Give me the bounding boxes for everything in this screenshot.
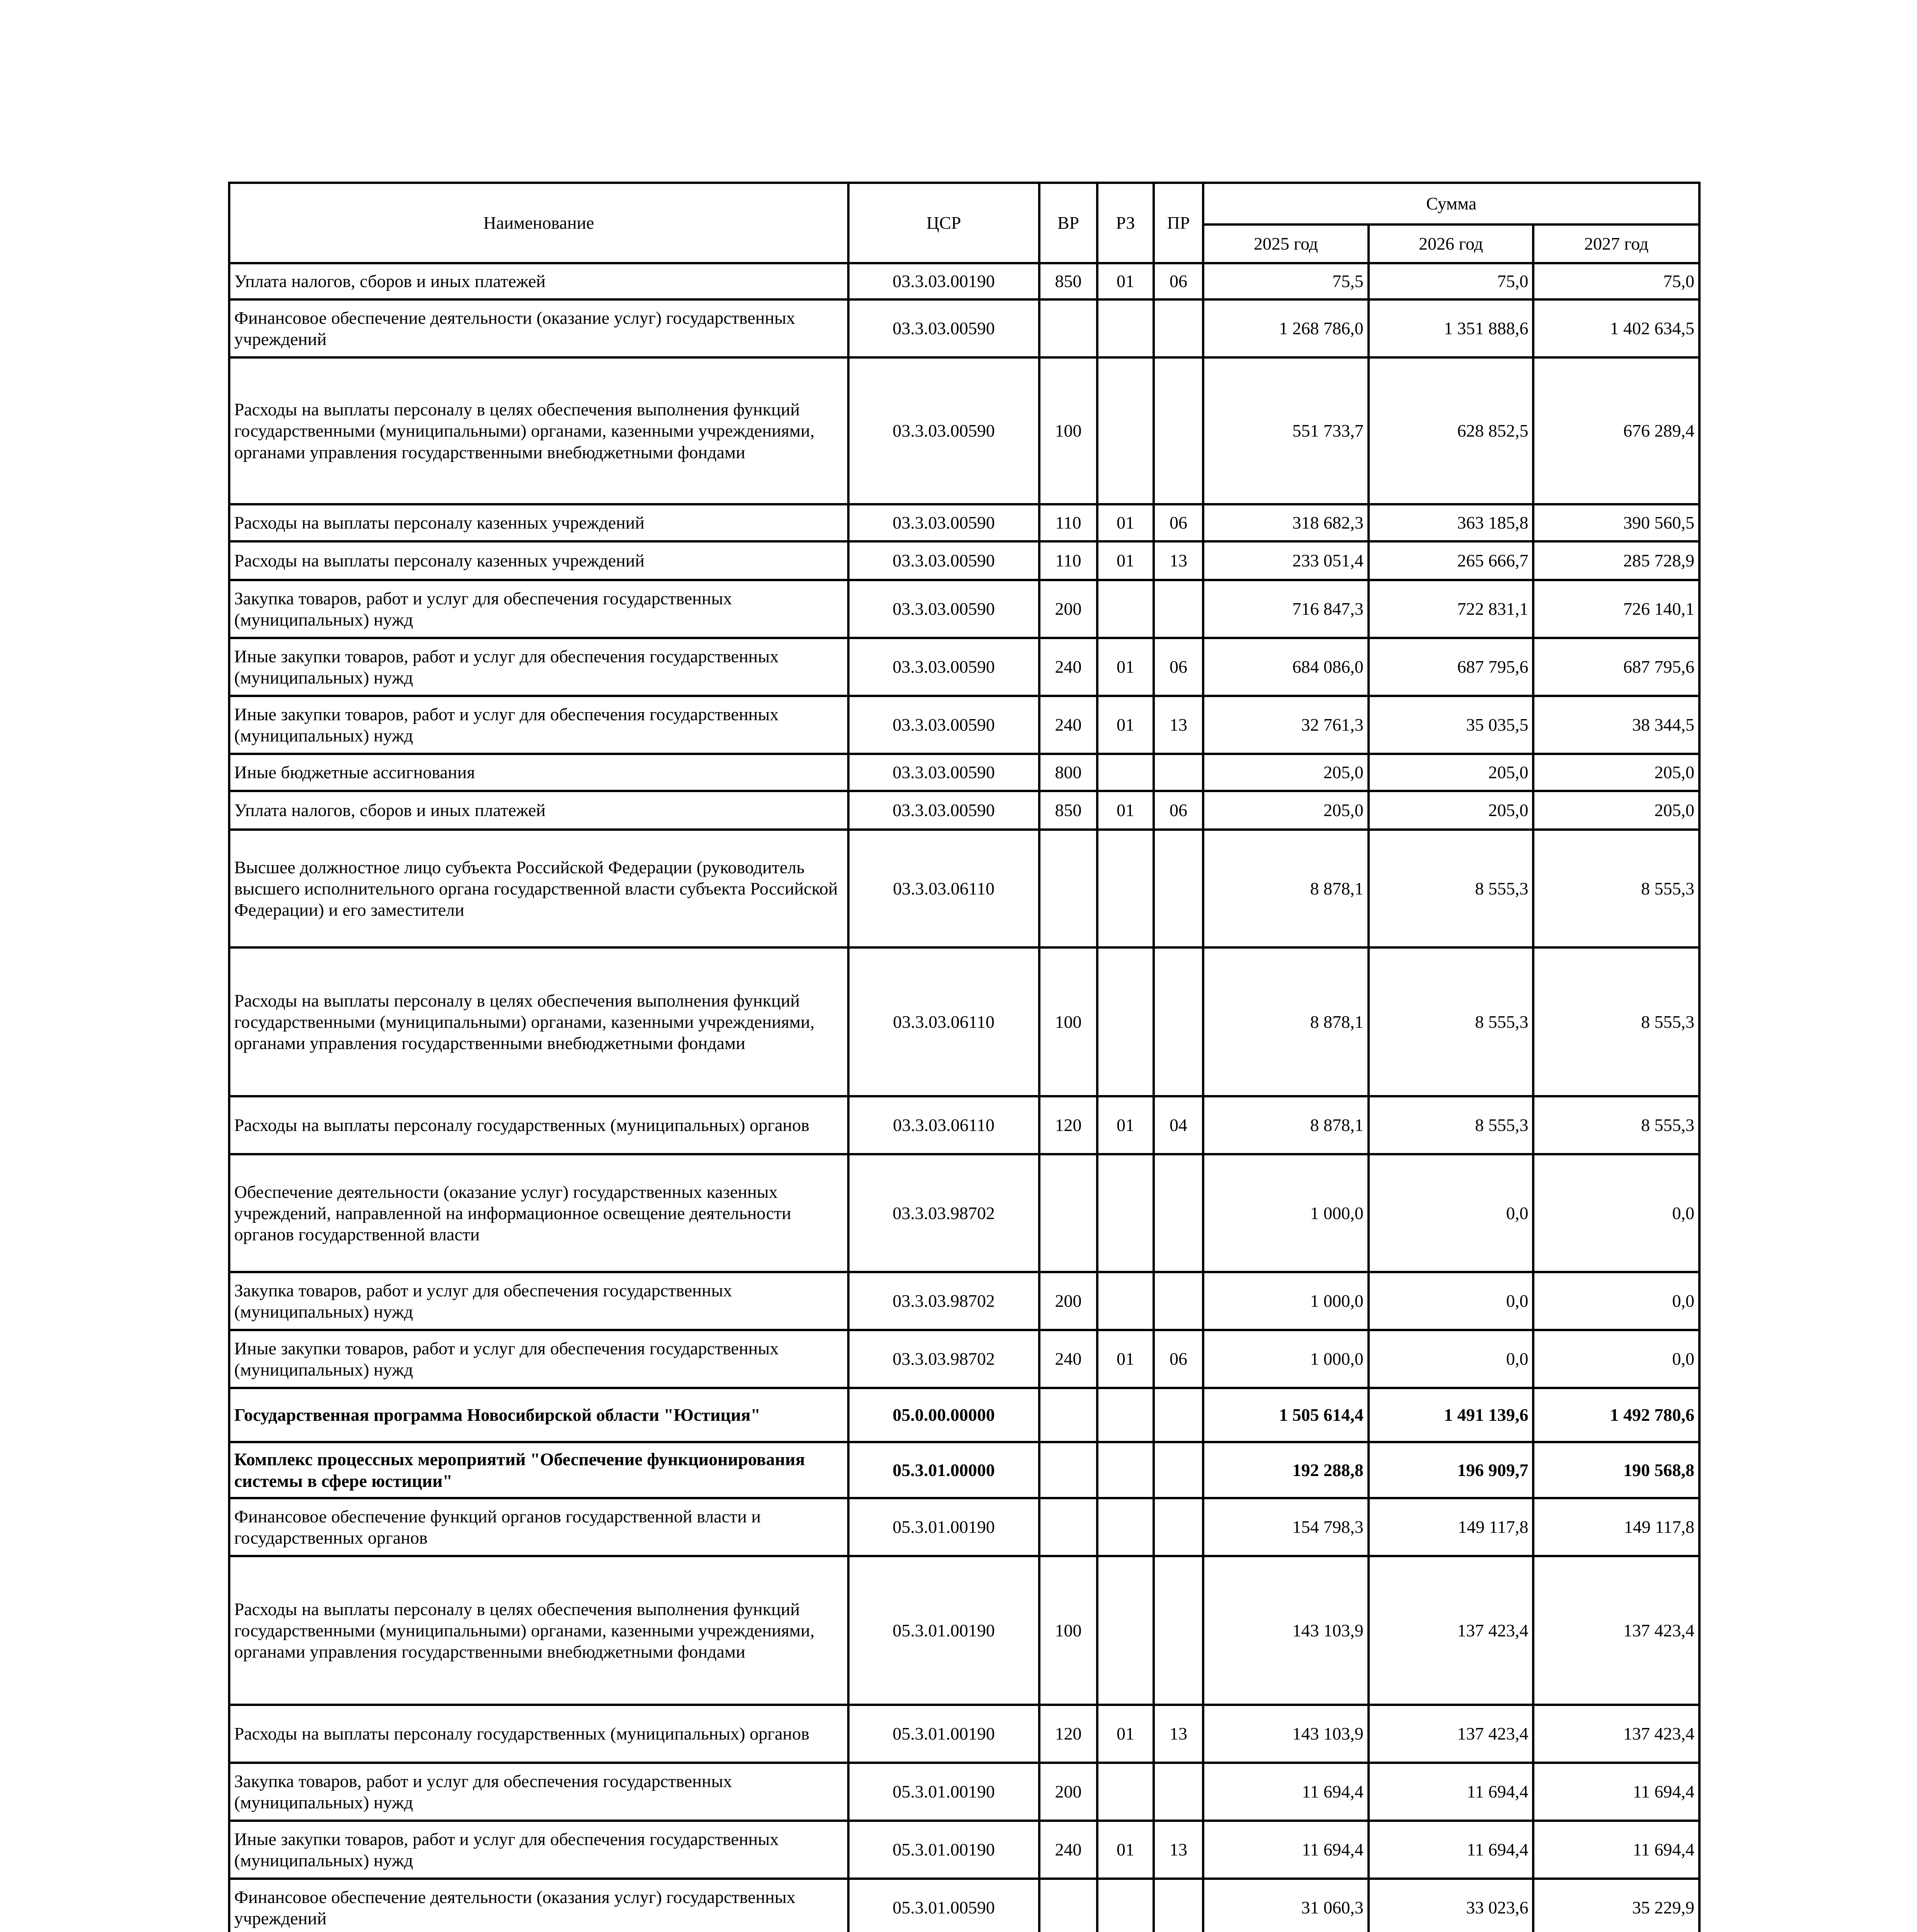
cell-vr: 240 <box>1039 1330 1098 1388</box>
cell-sum-2026: 1 351 888,6 <box>1369 299 1534 357</box>
cell-pr: 06 <box>1154 504 1203 541</box>
cell-sum-2027: 0,0 <box>1533 1330 1699 1388</box>
cell-sum-2025: 716 847,3 <box>1203 580 1369 638</box>
cell-csr: 05.3.01.00190 <box>848 1498 1039 1556</box>
cell-csr: 03.3.03.98702 <box>848 1154 1039 1272</box>
cell-sum-2025: 1 000,0 <box>1203 1272 1369 1330</box>
cell-rz: 01 <box>1097 263 1154 299</box>
cell-sum-2025: 11 694,4 <box>1203 1821 1369 1879</box>
cell-rz <box>1097 1388 1154 1442</box>
cell-csr: 03.3.03.06110 <box>848 947 1039 1096</box>
cell-vr: 110 <box>1039 541 1098 580</box>
header-pr: ПР <box>1154 183 1203 263</box>
cell-name: Расходы на выплаты персоналу казенных учреждений <box>229 541 848 580</box>
cell-rz: 01 <box>1097 1096 1154 1154</box>
cell-sum-2027: 11 694,4 <box>1533 1821 1699 1879</box>
cell-csr: 03.3.03.00190 <box>848 263 1039 299</box>
cell-vr <box>1039 1154 1098 1272</box>
cell-vr: 240 <box>1039 696 1098 754</box>
cell-rz <box>1097 580 1154 638</box>
cell-pr <box>1154 1442 1203 1498</box>
cell-sum-2025: 8 878,1 <box>1203 830 1369 947</box>
cell-name: Высшее должностное лицо субъекта Российской Федерации (руководитель высшего исполнительного органа государственной власти субъекта Российской Федерации) и его заместители <box>229 830 848 947</box>
cell-pr <box>1154 947 1203 1096</box>
cell-rz: 01 <box>1097 1705 1154 1763</box>
cell-sum-2027: 687 795,6 <box>1533 638 1699 696</box>
cell-pr <box>1154 1556 1203 1705</box>
cell-sum-2026: 1 491 139,6 <box>1369 1388 1534 1442</box>
cell-sum-2025: 11 694,4 <box>1203 1763 1369 1821</box>
cell-csr: 05.3.01.00590 <box>848 1879 1039 1932</box>
cell-rz <box>1097 1556 1154 1705</box>
cell-rz <box>1097 1272 1154 1330</box>
cell-sum-2027: 8 555,3 <box>1533 830 1699 947</box>
cell-csr: 03.3.03.00590 <box>848 696 1039 754</box>
cell-pr <box>1154 1498 1203 1556</box>
table-row <box>229 299 1699 357</box>
cell-sum-2025: 551 733,7 <box>1203 357 1369 504</box>
cell-sum-2025: 143 103,9 <box>1203 1556 1369 1705</box>
cell-name: Финансовое обеспечение функций органов государственной власти и государственных органов <box>229 1498 848 1556</box>
cell-vr: 200 <box>1039 580 1098 638</box>
cell-vr <box>1039 1442 1098 1498</box>
cell-vr: 850 <box>1039 791 1098 830</box>
cell-sum-2027: 137 423,4 <box>1533 1556 1699 1705</box>
cell-name: Иные закупки товаров, работ и услуг для обеспечения государственных (муниципальных) нужд <box>229 1821 848 1879</box>
cell-vr: 110 <box>1039 504 1098 541</box>
header-year-2026: 2026 год <box>1369 224 1534 263</box>
cell-pr: 06 <box>1154 1330 1203 1388</box>
cell-rz <box>1097 1763 1154 1821</box>
table-row <box>229 541 1699 580</box>
cell-sum-2025: 1 000,0 <box>1203 1330 1369 1388</box>
table-row <box>229 1330 1699 1388</box>
cell-csr: 03.3.03.98702 <box>848 1330 1039 1388</box>
cell-name: Комплекс процессных мероприятий "Обеспечение функционирования системы в сфере юстиции" <box>229 1442 848 1498</box>
table-row <box>229 1096 1699 1154</box>
cell-rz <box>1097 1442 1154 1498</box>
table-row <box>229 947 1699 1096</box>
table-row <box>229 1442 1699 1498</box>
header-sum: Сумма <box>1203 183 1699 224</box>
cell-csr: 05.0.00.00000 <box>848 1388 1039 1442</box>
cell-rz: 01 <box>1097 791 1154 830</box>
cell-name: Закупка товаров, работ и услуг для обеспечения государственных (муниципальных) нужд <box>229 1763 848 1821</box>
cell-csr: 03.3.03.00590 <box>848 299 1039 357</box>
cell-sum-2027: 285 728,9 <box>1533 541 1699 580</box>
cell-name: Финансовое обеспечение деятельности (оказания услуг) государственных учреждений <box>229 1879 848 1932</box>
cell-name: Иные закупки товаров, работ и услуг для обеспечения государственных (муниципальных) нужд <box>229 1330 848 1388</box>
cell-rz: 01 <box>1097 1330 1154 1388</box>
cell-name: Государственная программа Новосибирской области "Юстиция" <box>229 1388 848 1442</box>
cell-vr <box>1039 299 1098 357</box>
table-row <box>229 791 1699 830</box>
cell-sum-2027: 0,0 <box>1533 1154 1699 1272</box>
table-row <box>229 638 1699 696</box>
cell-vr: 100 <box>1039 357 1098 504</box>
cell-csr: 03.3.03.00590 <box>848 791 1039 830</box>
cell-vr <box>1039 1879 1098 1932</box>
cell-name: Расходы на выплаты персоналу казенных учреждений <box>229 504 848 541</box>
header-csr: ЦСР <box>848 183 1039 263</box>
cell-rz: 01 <box>1097 1821 1154 1879</box>
cell-pr <box>1154 1763 1203 1821</box>
header-vr: ВР <box>1039 183 1098 263</box>
table-row <box>229 1272 1699 1330</box>
cell-sum-2027: 75,0 <box>1533 263 1699 299</box>
cell-sum-2026: 35 035,5 <box>1369 696 1534 754</box>
cell-sum-2027: 137 423,4 <box>1533 1705 1699 1763</box>
cell-csr: 05.3.01.00190 <box>848 1705 1039 1763</box>
cell-name: Финансовое обеспечение деятельности (оказание услуг) государственных учреждений <box>229 299 848 357</box>
cell-sum-2026: 722 831,1 <box>1369 580 1534 638</box>
header-rz: РЗ <box>1097 183 1154 263</box>
cell-rz: 01 <box>1097 541 1154 580</box>
cell-csr: 03.3.03.00590 <box>848 638 1039 696</box>
cell-csr: 03.3.03.00590 <box>848 541 1039 580</box>
cell-sum-2026: 0,0 <box>1369 1330 1534 1388</box>
cell-sum-2027: 190 568,8 <box>1533 1442 1699 1498</box>
cell-sum-2025: 31 060,3 <box>1203 1879 1369 1932</box>
cell-vr <box>1039 830 1098 947</box>
cell-pr <box>1154 1272 1203 1330</box>
cell-rz <box>1097 357 1154 504</box>
cell-name: Иные бюджетные ассигнования <box>229 754 848 791</box>
cell-pr: 06 <box>1154 791 1203 830</box>
cell-pr: 13 <box>1154 541 1203 580</box>
table-row <box>229 1821 1699 1879</box>
cell-vr: 240 <box>1039 1821 1098 1879</box>
cell-vr: 850 <box>1039 263 1098 299</box>
cell-pr: 13 <box>1154 696 1203 754</box>
cell-vr <box>1039 1388 1098 1442</box>
cell-sum-2026: 628 852,5 <box>1369 357 1534 504</box>
cell-sum-2025: 32 761,3 <box>1203 696 1369 754</box>
cell-pr <box>1154 357 1203 504</box>
table-row <box>229 580 1699 638</box>
header-name: Наименование <box>229 183 848 263</box>
cell-sum-2027: 0,0 <box>1533 1272 1699 1330</box>
cell-rz <box>1097 1498 1154 1556</box>
cell-pr <box>1154 754 1203 791</box>
cell-sum-2026: 687 795,6 <box>1369 638 1534 696</box>
cell-name: Иные закупки товаров, работ и услуг для обеспечения государственных (муниципальных) нужд <box>229 638 848 696</box>
cell-sum-2025: 684 086,0 <box>1203 638 1369 696</box>
header-year-2027: 2027 год <box>1533 224 1699 263</box>
table-row <box>229 754 1699 791</box>
cell-rz <box>1097 947 1154 1096</box>
cell-sum-2027: 8 555,3 <box>1533 1096 1699 1154</box>
table-row <box>229 696 1699 754</box>
cell-csr: 05.3.01.00190 <box>848 1763 1039 1821</box>
cell-name: Расходы на выплаты персоналу в целях обеспечения выполнения функций государственными (муниципальными) органами, казенными учреждениями, органами управления государственными внебюджетными фондами <box>229 947 848 1096</box>
cell-pr <box>1154 299 1203 357</box>
cell-sum-2025: 75,5 <box>1203 263 1369 299</box>
cell-sum-2026: 11 694,4 <box>1369 1821 1534 1879</box>
cell-csr: 03.3.03.06110 <box>848 830 1039 947</box>
cell-vr: 240 <box>1039 638 1098 696</box>
table-row <box>229 263 1699 299</box>
cell-sum-2025: 154 798,3 <box>1203 1498 1369 1556</box>
cell-sum-2026: 11 694,4 <box>1369 1763 1534 1821</box>
cell-vr: 200 <box>1039 1763 1098 1821</box>
cell-pr: 13 <box>1154 1821 1203 1879</box>
cell-sum-2025: 1 505 614,4 <box>1203 1388 1369 1442</box>
header-year-2025: 2025 год <box>1203 224 1369 263</box>
cell-sum-2026: 205,0 <box>1369 754 1534 791</box>
cell-sum-2027: 1 492 780,6 <box>1533 1388 1699 1442</box>
cell-vr: 100 <box>1039 1556 1098 1705</box>
cell-sum-2025: 205,0 <box>1203 754 1369 791</box>
cell-vr: 120 <box>1039 1705 1098 1763</box>
cell-sum-2025: 8 878,1 <box>1203 1096 1369 1154</box>
cell-csr: 03.3.03.06110 <box>848 1096 1039 1154</box>
table-row <box>229 1705 1699 1763</box>
table-row <box>229 1388 1699 1442</box>
cell-pr <box>1154 580 1203 638</box>
cell-sum-2027: 1 402 634,5 <box>1533 299 1699 357</box>
cell-sum-2026: 8 555,3 <box>1369 947 1534 1096</box>
cell-sum-2025: 8 878,1 <box>1203 947 1369 1096</box>
cell-name: Уплата налогов, сборов и иных платежей <box>229 263 848 299</box>
cell-rz <box>1097 830 1154 947</box>
table-row <box>229 1556 1699 1705</box>
cell-pr <box>1154 830 1203 947</box>
cell-csr: 03.3.03.98702 <box>848 1272 1039 1330</box>
cell-sum-2026: 137 423,4 <box>1369 1556 1534 1705</box>
cell-sum-2025: 1 000,0 <box>1203 1154 1369 1272</box>
cell-sum-2027: 205,0 <box>1533 754 1699 791</box>
cell-name: Иные закупки товаров, работ и услуг для обеспечения государственных (муниципальных) нужд <box>229 696 848 754</box>
cell-name: Обеспечение деятельности (оказание услуг) государственных казенных учреждений, направленной на информационное освещение деятельности органов государственной власти <box>229 1154 848 1272</box>
cell-sum-2026: 363 185,8 <box>1369 504 1534 541</box>
cell-sum-2026: 149 117,8 <box>1369 1498 1534 1556</box>
cell-csr: 03.3.03.00590 <box>848 754 1039 791</box>
table-row <box>229 504 1699 541</box>
cell-sum-2025: 233 051,4 <box>1203 541 1369 580</box>
cell-sum-2026: 265 666,7 <box>1369 541 1534 580</box>
cell-rz: 01 <box>1097 504 1154 541</box>
cell-vr: 120 <box>1039 1096 1098 1154</box>
cell-csr: 05.3.01.00000 <box>848 1442 1039 1498</box>
cell-csr: 03.3.03.00590 <box>848 357 1039 504</box>
cell-pr <box>1154 1154 1203 1272</box>
cell-sum-2026: 33 023,6 <box>1369 1879 1534 1932</box>
cell-name: Расходы на выплаты персоналу в целях обеспечения выполнения функций государственными (муниципальными) органами, казенными учреждениями, органами управления государственными внебюджетными фондами <box>229 357 848 504</box>
cell-rz: 01 <box>1097 696 1154 754</box>
cell-vr: 200 <box>1039 1272 1098 1330</box>
cell-vr <box>1039 1498 1098 1556</box>
cell-pr <box>1154 1879 1203 1932</box>
cell-sum-2027: 676 289,4 <box>1533 357 1699 504</box>
cell-sum-2025: 143 103,9 <box>1203 1705 1369 1763</box>
cell-rz <box>1097 1154 1154 1272</box>
cell-name: Расходы на выплаты персоналу в целях обеспечения выполнения функций государственными (муниципальными) органами, казенными учреждениями, органами управления государственными внебюджетными фондами <box>229 1556 848 1705</box>
cell-name: Расходы на выплаты персоналу государственных (муниципальных) органов <box>229 1705 848 1763</box>
cell-sum-2025: 318 682,3 <box>1203 504 1369 541</box>
cell-sum-2026: 0,0 <box>1369 1154 1534 1272</box>
cell-sum-2025: 192 288,8 <box>1203 1442 1369 1498</box>
cell-sum-2025: 205,0 <box>1203 791 1369 830</box>
cell-pr: 13 <box>1154 1705 1203 1763</box>
cell-rz <box>1097 1879 1154 1932</box>
cell-csr: 03.3.03.00590 <box>848 504 1039 541</box>
table-row <box>229 1763 1699 1821</box>
cell-pr: 04 <box>1154 1096 1203 1154</box>
cell-sum-2027: 390 560,5 <box>1533 504 1699 541</box>
cell-csr: 05.3.01.00190 <box>848 1821 1039 1879</box>
cell-sum-2026: 196 909,7 <box>1369 1442 1534 1498</box>
cell-sum-2026: 205,0 <box>1369 791 1534 830</box>
table-row <box>229 1879 1699 1932</box>
cell-sum-2027: 35 229,9 <box>1533 1879 1699 1932</box>
cell-sum-2027: 11 694,4 <box>1533 1763 1699 1821</box>
cell-sum-2026: 0,0 <box>1369 1272 1534 1330</box>
budget-table <box>228 182 1701 1932</box>
cell-rz <box>1097 754 1154 791</box>
cell-sum-2027: 149 117,8 <box>1533 1498 1699 1556</box>
cell-name: Закупка товаров, работ и услуг для обеспечения государственных (муниципальных) нужд <box>229 1272 848 1330</box>
cell-pr: 06 <box>1154 638 1203 696</box>
cell-sum-2027: 205,0 <box>1533 791 1699 830</box>
cell-sum-2025: 1 268 786,0 <box>1203 299 1369 357</box>
cell-name: Расходы на выплаты персоналу государственных (муниципальных) органов <box>229 1096 848 1154</box>
table-body <box>229 263 1699 1932</box>
cell-rz: 01 <box>1097 638 1154 696</box>
cell-csr: 03.3.03.00590 <box>848 580 1039 638</box>
table-row <box>229 830 1699 947</box>
cell-name: Закупка товаров, работ и услуг для обеспечения государственных (муниципальных) нужд <box>229 580 848 638</box>
cell-sum-2027: 726 140,1 <box>1533 580 1699 638</box>
cell-sum-2026: 8 555,3 <box>1369 1096 1534 1154</box>
cell-sum-2027: 8 555,3 <box>1533 947 1699 1096</box>
cell-sum-2027: 38 344,5 <box>1533 696 1699 754</box>
cell-sum-2026: 8 555,3 <box>1369 830 1534 947</box>
cell-name: Уплата налогов, сборов и иных платежей <box>229 791 848 830</box>
cell-vr: 800 <box>1039 754 1098 791</box>
cell-rz <box>1097 299 1154 357</box>
cell-sum-2026: 75,0 <box>1369 263 1534 299</box>
cell-sum-2026: 137 423,4 <box>1369 1705 1534 1763</box>
cell-pr: 06 <box>1154 263 1203 299</box>
cell-vr: 100 <box>1039 947 1098 1096</box>
table-row <box>229 1154 1699 1272</box>
cell-csr: 05.3.01.00190 <box>848 1556 1039 1705</box>
cell-pr <box>1154 1388 1203 1442</box>
table-row <box>229 357 1699 504</box>
table-row <box>229 1498 1699 1556</box>
